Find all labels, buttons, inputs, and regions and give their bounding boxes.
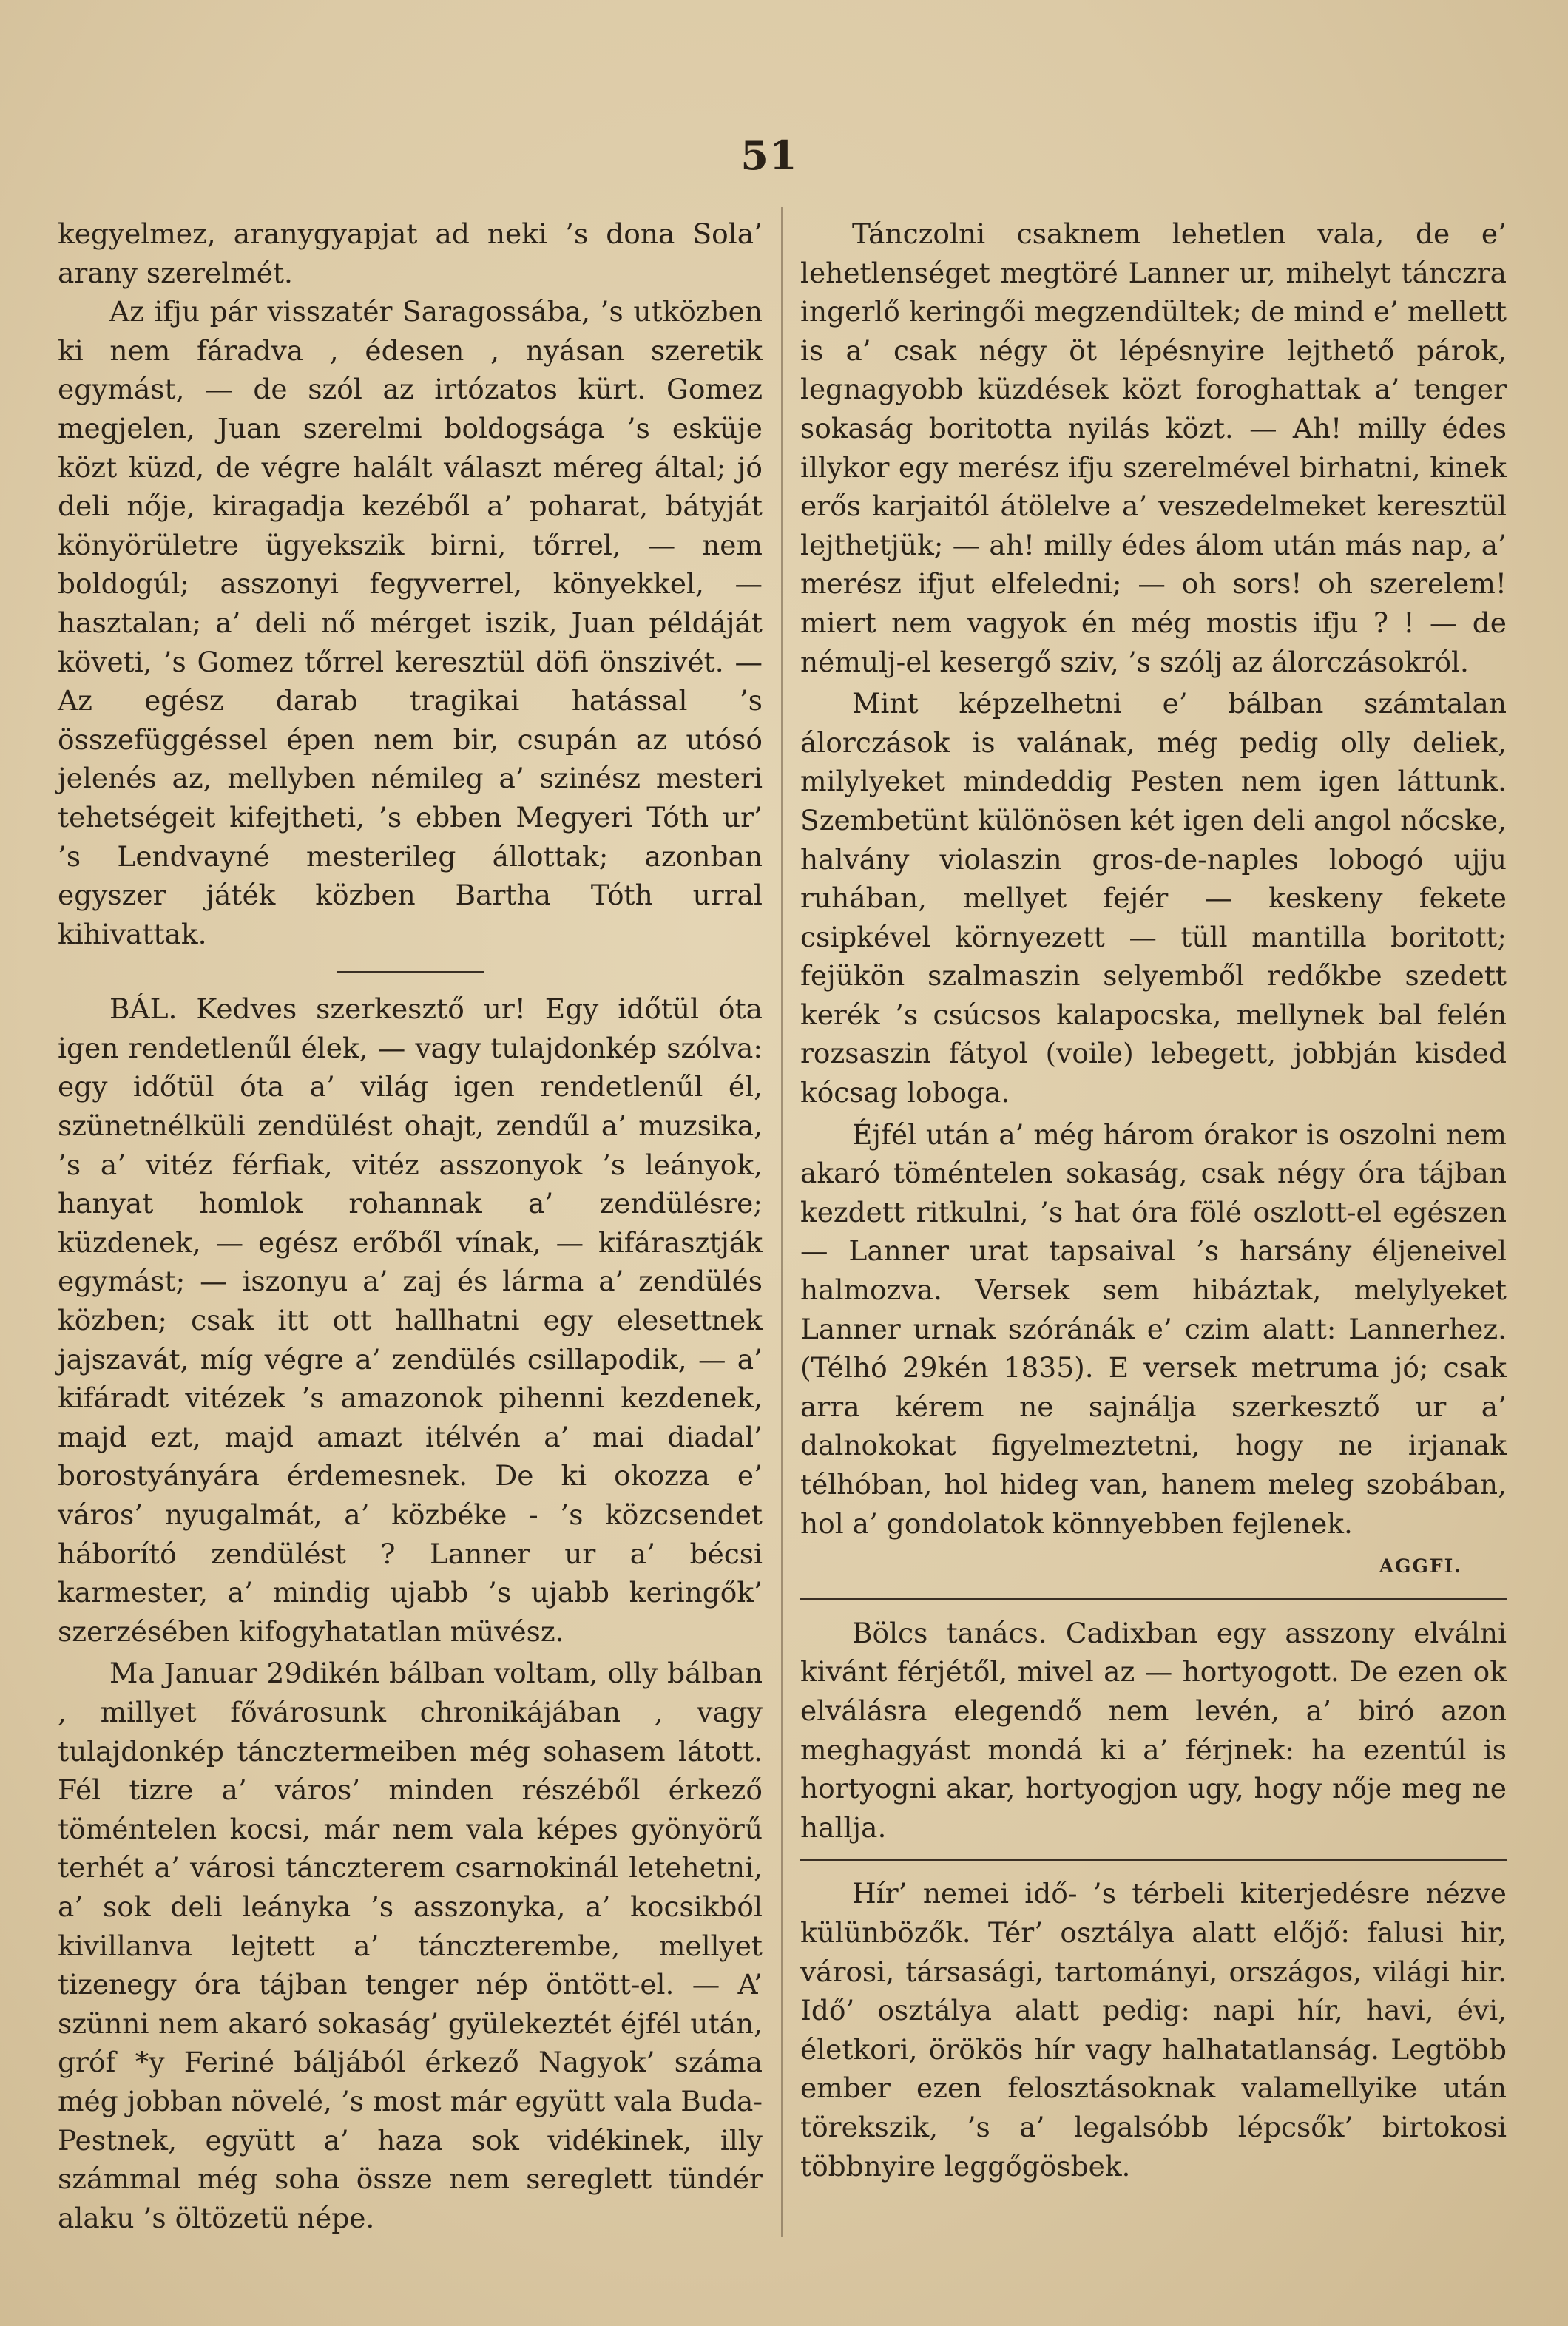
right-paragraph-3: Éjfél után a’ még három órakor is oszolni nem akaró töméntelen sokaság, csak négy óra tájban kezdett ritkulni, ’s hat óra fölé oszlott-el egészen — Lanner urat tapsaival ’s harsány éljeneivel halmozva. Versek sem hibáztak, melylyeket Lanner urnak szóránák e’ czim alatt: Lannerhez. (Télhó 29kén 1835). E versek metruma jó; csak arra kérem ne sajnálja szerkesztő ur a’ dalnokokat figyelmeztetni, hogy ne irjanak télhóban, hol hideg van, hanem meleg szobában, hol a’ gondolatok könnyebben fejlenek. — [800, 1118, 1507, 1540]
author-signature: AGGFI. — [1379, 1555, 1462, 1578]
right-paragraph-hir: Hír’ nemei idő- ’s térbeli kiterjedésre nézve külünbözők. Tér’ osztálya alatt előjő: falusi hir, városi, társasági, tartományi, országos, világi hir. Idő’ osztálya alatt pedig: napi hír, havi, évi, életkori, örökös hír vagy halhatatlanság. Legtöbb ember ezen felosztásoknak valamellyike után törekszik, ’s a’ legalsóbb lépcsők’ birtokosi többnyire leggőgösbek. — [800, 1877, 1507, 2183]
left-paragraph-1: kegyelmez, aranygyapjat ad neki ’s dona Sola’ arany szerelmét. — [58, 217, 763, 289]
right-paragraph-1: Tánczolni csaknem lehetlen vala, de e’ lehetlenséget megtöré Lanner ur, mihelyt tánczra ingerlő keringői megzendültek; de mind e’ mellett is a’ csak négy öt lépésnyire lejthető párok, legnagyobb küzdések közt foroghattak a’ tenger sokaság boritotta nyilás közt. — Ah! milly édes illykor egy merész ifju szerelmével birhatni, kinek erős karjaitól átölelve a’ veszedelmeket keresztül lejthetjük; — ah! milly édes álom után más nap, a’ merész ifjut elfeledni; — oh sors! oh szerelem! miert nem vagyok én még mostis ifju ? ! — de némulj-el kesergő sziv, ’s szólj az álorczásokról. — [800, 217, 1507, 678]
column-divider — [781, 207, 783, 2237]
section-divider — [800, 1598, 1507, 1600]
right-paragraph-bolcs-tanacs: Bölcs tanács. Cadixban egy asszony elválni kivánt férjétől, mivel az — hortyogott. De ezen ok elválásra elegendő nem levén, a’ biró azon meghagyást mondá ki a’ férjnek: ha ezentúl is hortyogni akar, hortyogjon ugy, hogy nője meg ne hallja. — [800, 1616, 1507, 1844]
left-paragraph-bal: BÁL. Kedves szerkesztő ur! Egy időtül óta igen rendetlenűl élek, — vagy tulajdonkép szólva: egy időtül óta a’ világ igen rendetlenűl él, szünetnélküli zendülést ohajt, zendűl a’ muzsika, ’s a’ vitéz férfiak, vitéz asszonyok ’s leányok, hanyat homlok rohannak a’ zendülésre; küzdenek, — egész erőből vínak, — kifárasztják egymást; — iszonyu a’ zaj és lárma a’ zendülés közben; csak itt ott hallhatni egy elesettnek jajszavát, míg végre a’ zendülés csillapodik, — a’ kifáradt vitézek ’s amazonok pihenni kezdenek, majd ezt, majd amazt itélvén a’ mai diadal’ borostyányára érdemesnek. De ki okozza e’ város’ nyugalmát, a’ közbéke - ’s közcsendet háborító zendülést ? Lanner ur a’ bécsi karmester, a’ mindig ujabb ’s ujabb keringők’ szerzésében kifogyhatatlan müvész. — [58, 993, 763, 1648]
right-paragraph-2: Mint képzelhetni e’ bálban számtalan álorczások is valának, még pedig olly deliek, milylyeket mindeddig Pesten nem igen láttunk. Szembetünt különösen két igen deli angol nőcske, halvány violaszin gros-de-naples lobogó ujju ruhában, mellyet fejér — keskeny fekete csipkével környezett — tüll mantilla boritott; fejükön szalmaszin selyemből redőkbe szedett kerék ’s csúcsos kalapocska, mellynek bal felén rozsaszin fátyol (voile) lebegett, jobbján kisded kócsag loboga. — [800, 687, 1507, 1109]
right-column — [800, 214, 1507, 2185]
section-divider — [337, 971, 484, 973]
section-divider — [800, 1859, 1507, 1861]
page-number: 51 — [740, 132, 798, 179]
left-paragraph-2: Az ifju pár visszatér Saragossába, ’s utközben ki nem fáradva , édesen , nyásan szeretik egymást, — de szól az irtózatos kürt. Gomez megjelen, Juan szerelmi boldogsága ’s esküje közt küzd, de végre halált választ méreg által; jó deli nője, kiragadja kezéből a’ poharat, bátyját könyörületre ügyekszik birni, tőrrel, — nem boldogúl; asszonyi fegyverrel, könyekkel, — hasztalan; a’ deli nő mérget iszik, Juan példáját követi, ’s Gomez tőrrel keresztül döfi önszivét. — Az egész darab tragikai hatással ’s összefüggéssel épen nem bir, csupán az utósó jelenés az, mellyben némileg a’ szinész mesteri tehetségeit kifejtheti, ’s ebben Megyeri Tóth ur’ ’s Lendvayné mesterileg állottak; azonban egyszer játék közben Bartha Tóth urral kihivattak. — [58, 295, 763, 950]
left-paragraph-4: Ma Januar 29dikén bálban voltam, olly bálban , millyet fővárosunk chronikájában , vagy tulajdonkép táncztermeiben még sohasem látott. Fél tizre a’ város’ minden részéből érkező töméntelen kocsi, már nem vala képes gyönyörű terhét a’ városi tánczterem csarnokinál letehetni, a’ sok deli leányka ’s asszonyka, a’ kocsikból kivillanva lejtett a’ tánczterembe, mellyet tizenegy óra tájban tenger nép öntött-el. — A’ szünni nem akaró sokaság’ gyülekeztét éjfél után, gróf *y Feriné báljából érkező Nagyok’ száma még jobban növelé, ’s most már együtt vala Buda-Pestnek, együtt a’ haza sok vidékinek, illy számmal még soha össze nem sereglett tündér alaku ’s öltözetü népe. — [58, 1657, 763, 2234]
left-column — [58, 214, 763, 2237]
